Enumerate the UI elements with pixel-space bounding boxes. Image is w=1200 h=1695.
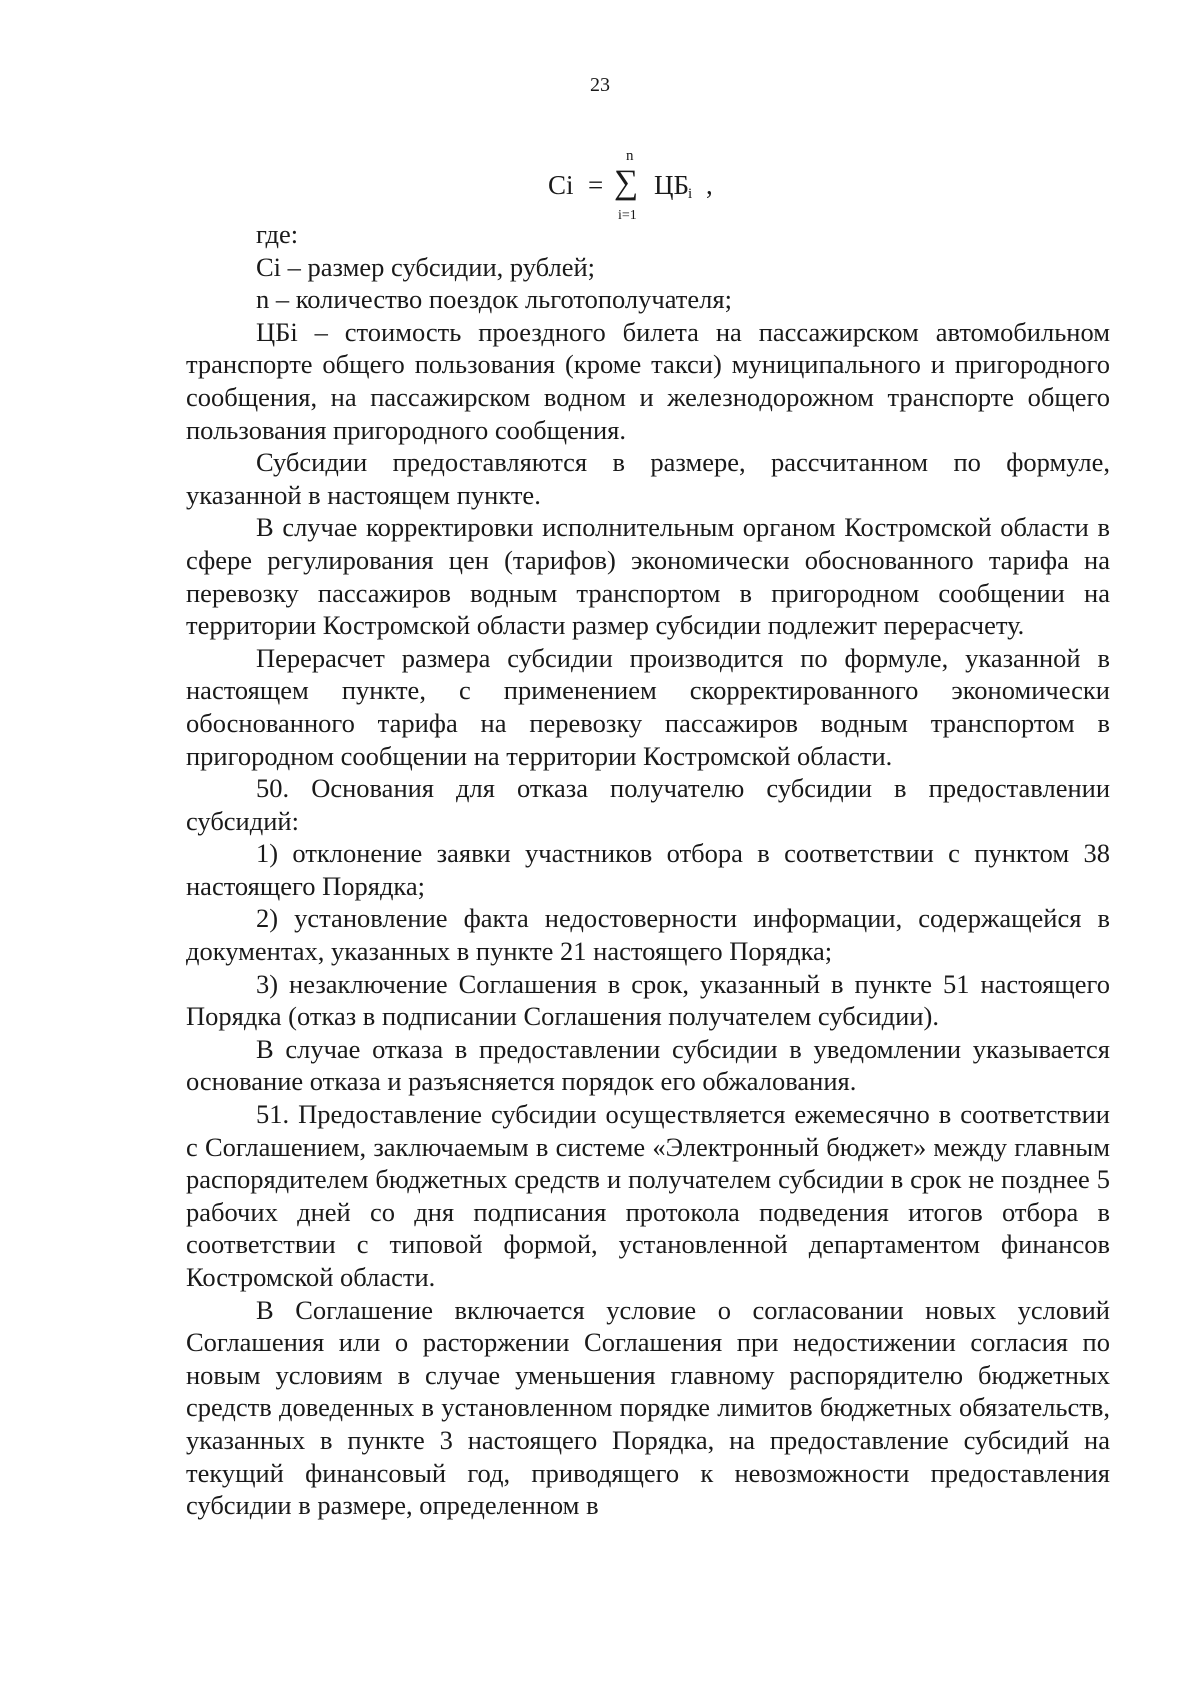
paragraph-where: где: [256, 219, 299, 249]
paragraph-tariff-correction: В случае корректировки исполнительным органом Костромской области в сфере регулирования цен (тарифов) экономически обоснованного тарифа на перевозку пассажиров водным транспортом в пригородном сообщении на территории Костромской области размер субсидии подлежит перерасчету. [186, 512, 1110, 641]
formula-lhs: Сi [548, 170, 574, 200]
formula-term-subscript: i [688, 186, 693, 202]
document-body [186, 218, 1110, 1522]
page-number: 23 [590, 74, 610, 96]
paragraph-refusal-notice: В случае отказа в предоставлении субсидии в уведомлении указывается основание отказа и разъясняется порядок его обжалования. [186, 1033, 1110, 1097]
paragraph-recalculation: Перерасчет размера субсидии производится по формуле, указанной в настоящем пункте, с применением скорректированного экономически обоснованного тарифа на перевозку пассажиров водным транспортом в пригородном сообщении на территории Костромской области. [186, 642, 1110, 771]
sum-lower-limit: i=1 [618, 208, 637, 223]
paragraph-agreement-condition: В Соглашение включается условие о согласовании новых условий Соглашения или о расторжении Соглашения при недостижении согласия по новым условиям в случае уменьшения главному распорядителю бюджетных средств доведенных в установленном порядке лимитов бюджетных обязательств, указанных в пункте 3 настоящего Порядка, на предоставление субсидий на текущий финансовый год, приводящего к невозможности предоставления субсидии в размере, определенном в [186, 1294, 1110, 1521]
sum-symbol: ∑ [614, 164, 639, 201]
formula-comma: , [706, 170, 713, 200]
list-item-2: 2) установление факта недостоверности информации, содержащейся в документах, указанных в пункте 21 настоящего Порядка; [186, 903, 1110, 967]
paragraph-n-definition: n – количество поездок льготополучателя; [256, 284, 732, 315]
paragraph-subsidy-amount: Субсидии предоставляются в размере, рассчитанном по формуле, указанной в настоящем пункте. [186, 447, 1110, 510]
list-item-1: 1) отклонение заявки участников отбора в соответствии с пунктом 38 настоящего Порядка; [186, 838, 1110, 901]
subsidy-formula [548, 148, 848, 228]
paragraph-50: 50. Основания для отказа получателю субсидии в предоставлении субсидий: [186, 773, 1110, 836]
paragraph-ci-definition: Сi – размер субсидии, рублей; [256, 251, 596, 282]
list-item-3: 3) незаключение Соглашения в срок, указанный в пункте 51 настоящего Порядка (отказ в подписании Соглашения получателем субсидии). [186, 968, 1110, 1032]
formula-equals: = [588, 170, 604, 200]
paragraph-51: 51. Предоставление субсидии осуществляется ежемесячно в соответствии с Соглашением, заключаемым в системе «Электронный бюджет» между главным распорядителем бюджетных средств и получателем субсидии в срок не позднее 5 рабочих дней со дня подписания протокола подведения итогов отбора в соответствии с типовой формой, установленной департаментом финансов Костромской области. [186, 1099, 1110, 1292]
formula-term: ЦБ [654, 170, 690, 200]
sum-upper-limit: n [626, 148, 634, 164]
paragraph-cbi-definition: ЦБi – стоимость проездного билета на пассажирском автомобильном транспорте общего пользования (кроме такси) муниципального и пригородного сообщения, на пассажирском водном и железнодорожном транспорте общего пользования пригородного сообщения. [186, 316, 1110, 445]
